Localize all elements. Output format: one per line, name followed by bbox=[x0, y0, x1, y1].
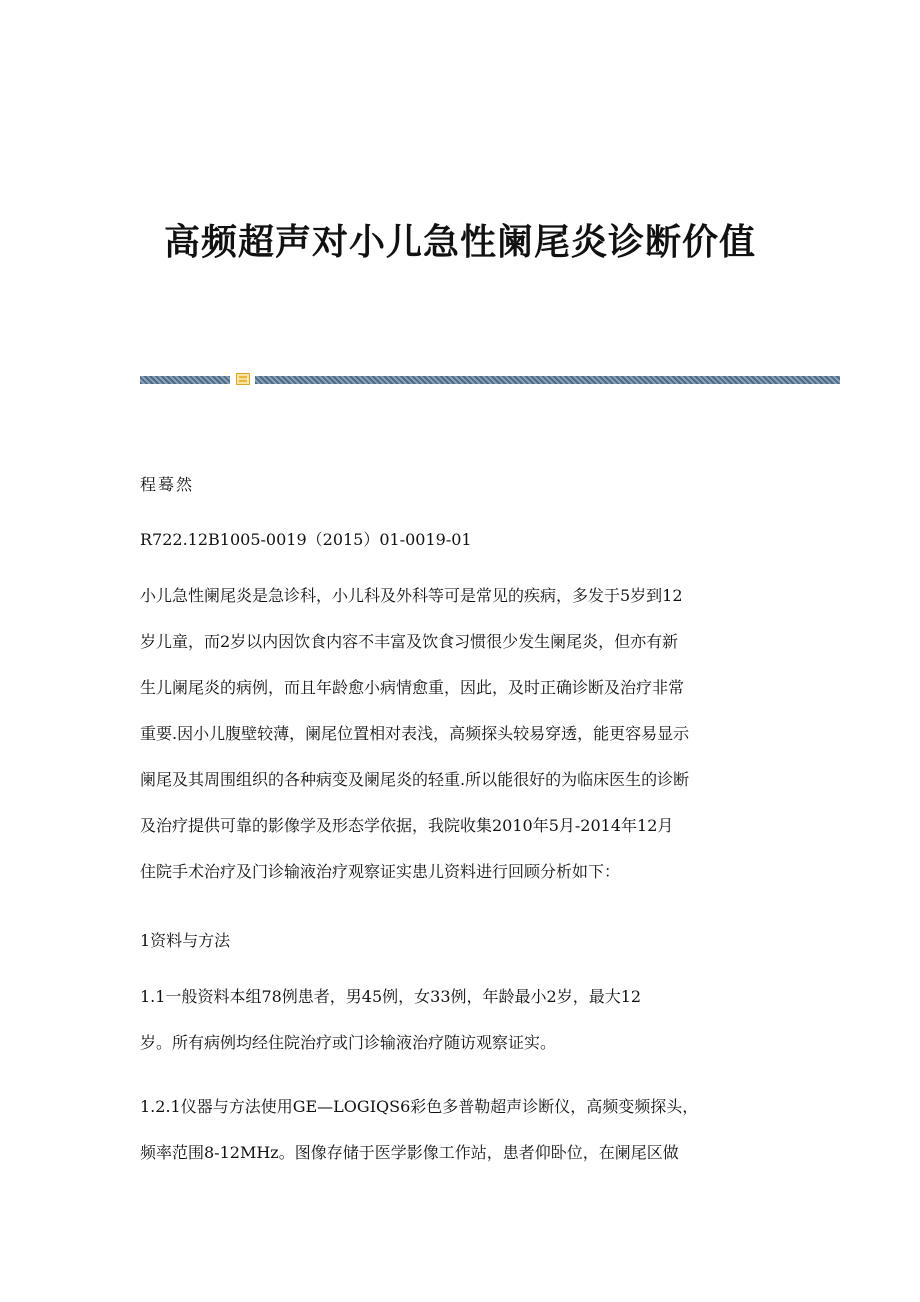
divider-right-bar bbox=[255, 376, 840, 384]
text-line: 岁儿童，而2岁以内因饮食内容不丰富及饮食习惯很少发生阑尾炎，但亦有新 bbox=[140, 632, 679, 651]
text-line: 住院手术治疗及门诊输液治疗观察证实患儿资料进行回顾分析如下： bbox=[140, 862, 621, 881]
title-divider bbox=[140, 372, 840, 386]
text-line: 生儿阑尾炎的病例，而且年龄愈小病情愈重，因此，及时正确诊断及治疗非常 bbox=[140, 678, 685, 697]
author-name: 程蓦然 bbox=[140, 475, 195, 494]
divider-left-bar bbox=[140, 376, 230, 384]
document-title: 高频超声对小儿急性阑尾炎诊断价值 bbox=[163, 221, 756, 263]
text-line: 及治疗提供可靠的影像学及形态学依据，我院收集2010年5月-2014年12月 bbox=[140, 816, 674, 835]
text-line: 1.1一般资料本组78例患者，男45例，女33例，年龄最小2岁，最大12 bbox=[140, 987, 642, 1006]
text-line: 岁。所有病例均经住院治疗或门诊输液治疗随访观察证实。 bbox=[140, 1033, 557, 1052]
paragraph-intro bbox=[140, 584, 780, 906]
text-line: 阑尾及其周围组织的各种病变及阑尾炎的轻重.所以能很好的为临床医生的诊断 bbox=[140, 770, 690, 789]
text-line: 1.2.1仪器与方法使用GE—LOGIQS6彩色多普勒超声诊断仪，高频变频探头， bbox=[140, 1097, 699, 1116]
paragraph-general-data bbox=[140, 985, 780, 1077]
text-line: 小儿急性阑尾炎是急诊科，小儿科及外科等可是常见的疾病，多发于5岁到12 bbox=[140, 586, 683, 605]
paragraph-instruments bbox=[140, 1095, 780, 1187]
section-heading-text: 1资料与方法 bbox=[140, 931, 231, 950]
divider-ornament-icon bbox=[236, 373, 250, 385]
section-heading bbox=[140, 929, 780, 975]
text-line: 重要.因小儿腹壁较薄，阑尾位置相对表浅，高频探头较易穿透，能更容易显示 bbox=[140, 724, 690, 743]
text-line: 频率范围8-12MHz。图像存储于医学影像工作站，患者仰卧位，在阑尾区做 bbox=[140, 1143, 679, 1162]
classification-code: R722.12B1005-0019（2015）01-0019-01 bbox=[140, 530, 472, 549]
